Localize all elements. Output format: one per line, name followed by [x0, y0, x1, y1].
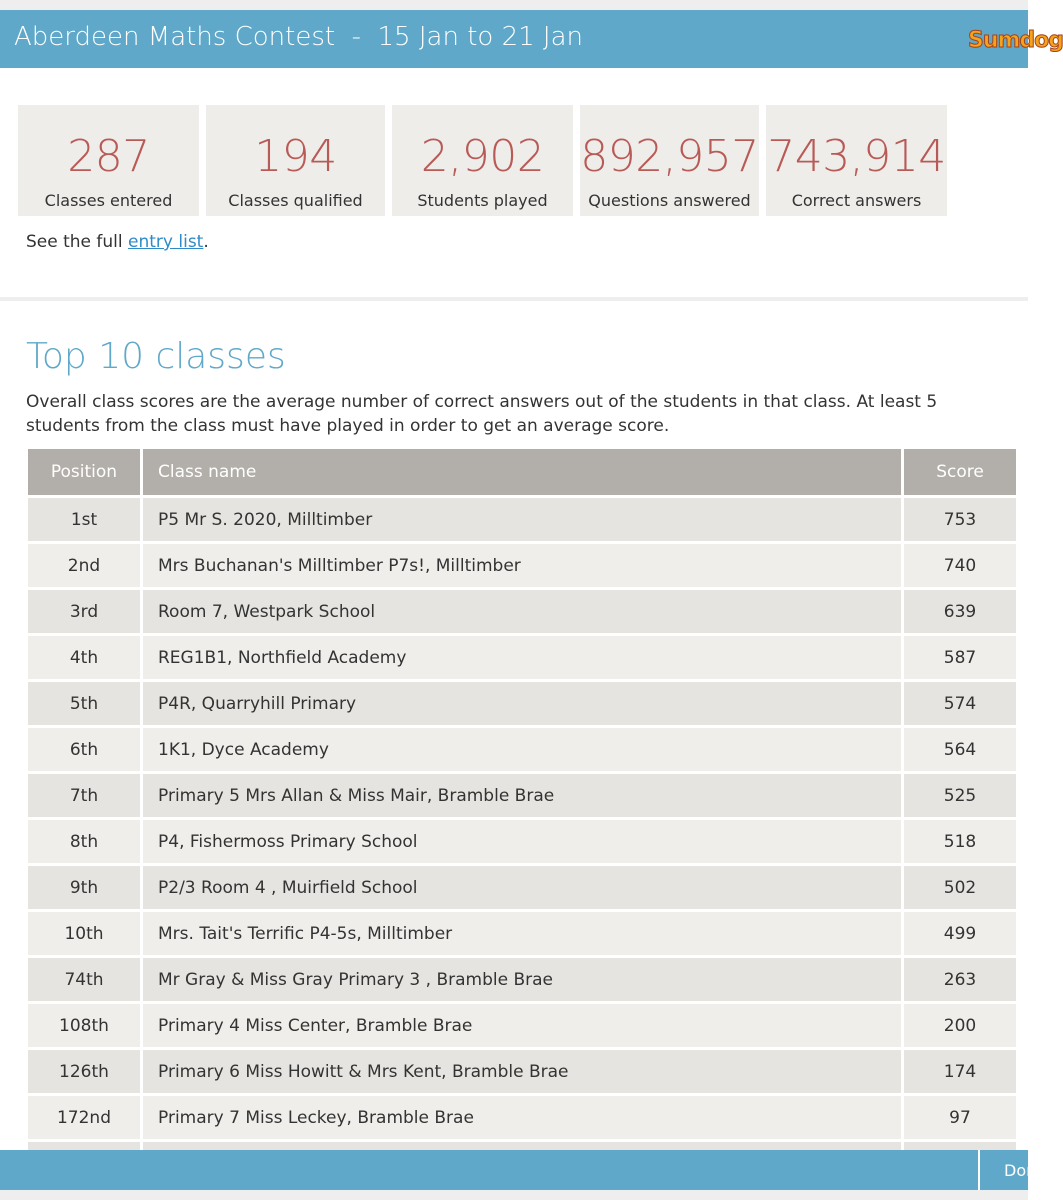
- score-cell: 200: [904, 1004, 1016, 1050]
- table-row: [28, 866, 1016, 912]
- stat-questions-answered: [580, 105, 759, 216]
- table-header-row: [28, 449, 1016, 498]
- stat-label: Questions answered: [588, 191, 751, 210]
- class-name-cell: Primary 7 Miss Leckey, Bramble Brae: [143, 1096, 904, 1142]
- table-row: [28, 774, 1016, 820]
- stat-correct-answers: [766, 105, 947, 216]
- class-name-cell: Primary 4 Miss Center, Bramble Brae: [143, 1004, 904, 1050]
- score-cell: 499: [904, 912, 1016, 958]
- section-title: Top 10 classes: [26, 336, 286, 377]
- stat-classes-entered: [18, 105, 199, 216]
- score-cell: 174: [904, 1050, 1016, 1096]
- position-cell: 74th: [28, 958, 143, 1004]
- stat-value: 743,914: [767, 131, 946, 182]
- position-cell: 108th: [28, 1004, 143, 1050]
- position-cell: 9th: [28, 866, 143, 912]
- sumdog-logo[interactable]: [966, 24, 1063, 58]
- class-name-cell: 1K1, Dyce Academy: [143, 728, 904, 774]
- table-row: [28, 544, 1016, 590]
- footer-bar: [0, 1150, 1037, 1190]
- table-row: [28, 590, 1016, 636]
- table-row: [28, 728, 1016, 774]
- stat-label: Correct answers: [791, 191, 922, 210]
- results-table: [28, 449, 1016, 1188]
- class-name-cell: P5 Mr S. 2020, Milltimber: [143, 498, 904, 544]
- class-name-cell: REG1B1, Northfield Academy: [143, 636, 904, 682]
- section-description: Overall class scores are the average number of correct answers out of the students in that class. At least 5 students from the class must have played in order to get an average score.: [26, 392, 938, 436]
- score-cell: 263: [904, 958, 1016, 1004]
- stat-value: 892,957: [580, 131, 759, 182]
- position-cell: 1st: [28, 498, 143, 544]
- stat-value: 2,902: [420, 131, 545, 182]
- position-cell: 4th: [28, 636, 143, 682]
- score-cell: 753: [904, 498, 1016, 544]
- score-cell: 639: [904, 590, 1016, 636]
- page-header: [0, 10, 1063, 68]
- score-cell: 525: [904, 774, 1016, 820]
- class-name-cell: P2/3 Room 4 , Muirfield School: [143, 866, 904, 912]
- column-header-class-name: Class name: [143, 449, 904, 498]
- entry-list-link[interactable]: entry list: [128, 232, 204, 252]
- score-cell: 502: [904, 866, 1016, 912]
- score-cell: 518: [904, 820, 1016, 866]
- position-cell: 172nd: [28, 1096, 143, 1142]
- column-header-score: Score: [904, 449, 1016, 498]
- score-cell: 564: [904, 728, 1016, 774]
- score-cell: 97: [904, 1096, 1016, 1142]
- stat-classes-qualified: [206, 105, 385, 216]
- done-button[interactable]: Don: [1004, 1161, 1037, 1180]
- stat-students-played: [392, 105, 573, 216]
- table-body: [28, 498, 1016, 1188]
- footer-separator: [978, 1150, 980, 1190]
- table-row: [28, 1096, 1016, 1142]
- class-name-cell: Mr Gray & Miss Gray Primary 3 , Bramble Brae: [143, 958, 904, 1004]
- class-name-cell: Primary 6 Miss Howitt & Mrs Kent, Bramble Brae: [143, 1050, 904, 1096]
- table-row: [28, 636, 1016, 682]
- position-cell: 7th: [28, 774, 143, 820]
- position-cell: 2nd: [28, 544, 143, 590]
- table-row: [28, 498, 1016, 544]
- class-name-cell: Mrs. Tait's Terrific P4-5s, Milltimber: [143, 912, 904, 958]
- score-cell: 587: [904, 636, 1016, 682]
- entry-prefix: See the full: [26, 232, 129, 252]
- table-row: [28, 912, 1016, 958]
- score-cell: 740: [904, 544, 1016, 590]
- table-row: [28, 1050, 1016, 1096]
- entry-suffix: .: [203, 232, 209, 252]
- position-cell: 126th: [28, 1050, 143, 1096]
- top-strip: [0, 0, 1028, 10]
- position-cell: 3rd: [28, 590, 143, 636]
- table-row: [28, 820, 1016, 866]
- page-title: Aberdeen Maths Contest - 15 Jan to 21 Jan: [14, 22, 584, 52]
- stat-label: Classes entered: [44, 191, 173, 210]
- class-name-cell: Room 7, Westpark School: [143, 590, 904, 636]
- class-name-cell: P4R, Quarryhill Primary: [143, 682, 904, 728]
- logo-text: Sumdog: [968, 28, 1063, 53]
- table-row: [28, 958, 1016, 1004]
- position-cell: 10th: [28, 912, 143, 958]
- score-cell: 574: [904, 682, 1016, 728]
- column-header-position: Position: [28, 449, 143, 498]
- stat-value: 194: [254, 131, 337, 182]
- table-row: [28, 682, 1016, 728]
- position-cell: 6th: [28, 728, 143, 774]
- class-name-cell: Primary 5 Mrs Allan & Miss Mair, Bramble Brae: [143, 774, 904, 820]
- table-row: [28, 1004, 1016, 1050]
- position-cell: 8th: [28, 820, 143, 866]
- stat-label: Classes qualified: [228, 191, 363, 210]
- stat-value: 287: [67, 131, 150, 182]
- class-name-cell: Mrs Buchanan's Milltimber P7s!, Milltimber: [143, 544, 904, 590]
- bottom-strip: [0, 1190, 1028, 1200]
- class-name-cell: P4, Fishermoss Primary School: [143, 820, 904, 866]
- section-divider: [0, 297, 1028, 301]
- entry-list-line: [26, 232, 209, 252]
- stat-label: Students played: [417, 191, 548, 210]
- position-cell: 5th: [28, 682, 143, 728]
